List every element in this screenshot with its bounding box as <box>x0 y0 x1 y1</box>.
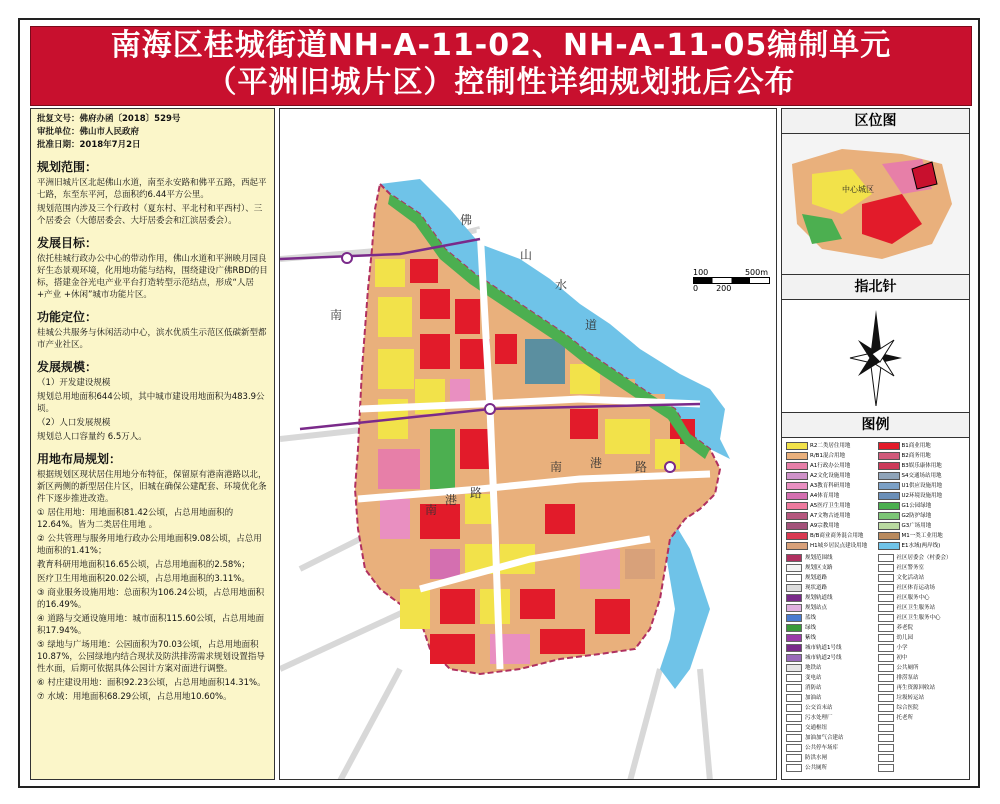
legend-symbol-item <box>786 684 874 692</box>
legend-symbol-item <box>878 724 966 732</box>
location-title: 区位图 <box>782 109 969 134</box>
metro-station <box>665 462 675 472</box>
scale-bar <box>693 268 770 293</box>
legend-label: A2文化设施用地 <box>810 472 851 479</box>
legend-label: A7文物古迹用地 <box>810 512 851 519</box>
metro-station <box>485 404 495 414</box>
legend-item <box>786 482 874 490</box>
legend-symbol-label: 文化活动站 <box>896 574 925 581</box>
legend-item <box>878 542 966 550</box>
legend-label: M1一类工业用地 <box>901 532 943 539</box>
legend-symbol-item <box>786 664 874 672</box>
legend-item <box>786 502 874 510</box>
legend-symbol-label: 公交首末站 <box>805 704 833 711</box>
legend-label: G1公园绿地 <box>901 502 932 509</box>
legend-symbol-label: 蓝线 <box>805 614 817 621</box>
legend-label: A5医疗卫生用地 <box>810 502 851 509</box>
legend-label: R2二类居住用地 <box>810 442 851 449</box>
legend-swatch <box>878 442 900 450</box>
legend-label: H1城乡居民点建设用地 <box>810 542 868 549</box>
legend-swatch <box>786 502 808 510</box>
legend-swatch <box>786 472 808 480</box>
legend-item <box>878 482 966 490</box>
info-sections <box>37 161 268 703</box>
road-label: 路 <box>470 486 483 500</box>
legend-symbol-label: 紫线 <box>805 634 817 641</box>
legend-symbol-item <box>786 764 874 772</box>
legend-symbol-icon <box>786 734 802 742</box>
legend-symbol-icon <box>786 574 802 582</box>
legend-symbol-item <box>878 754 966 762</box>
legend-symbol-item <box>878 764 966 772</box>
legend-symbol-item <box>878 674 966 682</box>
legend-symbol-label: 规划区支路 <box>805 564 833 571</box>
legend-item <box>786 472 874 480</box>
section-heading: 规划范围： <box>37 160 98 174</box>
legend-item <box>878 442 966 450</box>
approval-authority: 审批单位：佛山市人民政府 <box>37 127 140 137</box>
road-label: 南 <box>330 308 343 322</box>
legend-symbol-label: 托老所 <box>896 714 914 721</box>
legend-symbol-icon <box>878 554 894 562</box>
road-label: 港 <box>445 493 458 507</box>
legend-item <box>878 502 966 510</box>
legend-symbol-label: 垃圾转运站 <box>896 694 925 701</box>
road-label: 南 <box>425 503 438 517</box>
section-paragraph: 平洲旧城片区北起佛山水道，南至永安路和佛平五路，西起平七路，东至东平河，总面积约6.44平方公里。 <box>37 178 267 200</box>
legend-symbol-item <box>878 734 966 742</box>
legend-symbol-icon <box>878 694 894 702</box>
legend-symbol-item <box>878 654 966 662</box>
legend-symbol-icon <box>786 744 802 752</box>
section-paragraph: ④ 道路与交通设施用地：城市面积115.60公顷，占总用地面积17.94%。 <box>37 614 265 636</box>
legend-symbol-item <box>878 694 966 702</box>
section-paragraph: 教育科研用地面积16.65公顷，占总用地面积的2.58%； <box>37 560 250 570</box>
legend-symbol-icon <box>786 584 802 592</box>
legend-item <box>878 472 966 480</box>
section-paragraph: （1）开发建设规模 <box>37 378 111 388</box>
legend-symbol-icon <box>878 624 894 632</box>
legend-symbol-label: 幼儿园 <box>896 634 914 641</box>
legend-symbol-icon <box>786 754 802 762</box>
legend-symbol-item <box>786 694 874 702</box>
legend-item <box>878 522 966 530</box>
legend-land-use <box>786 442 965 550</box>
legend-symbol-item <box>878 614 966 622</box>
legend-symbol-item <box>786 594 874 602</box>
legend-symbol-label: 综合医院 <box>896 704 919 711</box>
legend-item <box>878 462 966 470</box>
legend-item <box>786 462 874 470</box>
legend-symbol-label: 现状道路 <box>805 584 828 591</box>
legend-symbol-label: 城市轨道1号线 <box>805 644 842 651</box>
legend-symbol-item <box>878 574 966 582</box>
legend-symbol-item <box>786 734 874 742</box>
legend-swatch <box>786 512 808 520</box>
river-label: 道 <box>585 318 598 332</box>
legend-label: A1行政办公用地 <box>810 462 851 469</box>
title-line-1: 南海区桂城街道NH-A-11-02、NH-A-11-05编制单元 <box>110 28 892 63</box>
legend-symbol-icon <box>786 724 802 732</box>
legend-symbol-icon <box>878 744 894 752</box>
legend-label: R/B1混合用地 <box>810 452 845 459</box>
legend-symbol-item <box>878 594 966 602</box>
legend-symbol-item <box>786 654 874 662</box>
section-heading: 发展规模： <box>37 360 98 374</box>
legend-symbol-label: 规划范围线 <box>805 554 833 561</box>
legend-swatch <box>878 502 900 510</box>
legend-symbol-icon <box>786 624 802 632</box>
legend-symbol-label: 公共厕所 <box>896 664 919 671</box>
section-heading: 用地布局规划： <box>37 452 122 466</box>
legend-item <box>878 532 966 540</box>
legend-symbol-icon <box>786 564 802 572</box>
legend-symbol-item <box>786 574 874 582</box>
legend-title: 图例 <box>782 412 969 438</box>
section-paragraph: （2）人口发展规模 <box>37 418 111 428</box>
legend-symbol-icon <box>786 594 802 602</box>
legend-item <box>786 452 874 460</box>
legend-item <box>786 532 874 540</box>
legend-label: G3广场用地 <box>901 522 932 529</box>
legend-symbol-label: 公共厕所 <box>805 764 828 771</box>
scale-label: 100 <box>693 268 709 277</box>
legend-symbol-icon <box>878 594 894 602</box>
legend-symbol-icon <box>878 644 894 652</box>
legend-symbol-label: 地铁站 <box>805 664 822 671</box>
legend-symbol-icon <box>786 704 802 712</box>
legend-symbol-item <box>878 664 966 672</box>
legend-item <box>786 512 874 520</box>
section-paragraph: 规划范围内涉及三个行政村（夏东村、平北村和平西村）、三个居委会（大德居委会、大圩居委会和江滨居委会）。 <box>37 204 263 226</box>
legend-swatch <box>878 492 900 500</box>
north-title: 指北针 <box>782 274 969 300</box>
legend-swatch <box>786 442 808 450</box>
scale-label: 200 <box>716 284 732 293</box>
map-svg <box>280 109 777 780</box>
legend-symbol-icon <box>878 584 894 592</box>
legend-item <box>786 542 874 550</box>
legend-symbol-icon <box>786 614 802 622</box>
legend-symbol-icon <box>878 574 894 582</box>
approval-date: 批准日期：2018年7月2日 <box>37 140 141 150</box>
legend-symbol-icon <box>878 724 894 732</box>
legend-symbol-label: 防洪水闸 <box>805 754 828 761</box>
legend-swatch <box>786 532 808 540</box>
legend-symbol-label: 初中 <box>896 654 908 661</box>
legend-symbols <box>786 554 965 772</box>
legend-symbol-item <box>786 754 874 762</box>
legend-symbol-icon <box>878 674 894 682</box>
legend-symbol-icon <box>878 654 894 662</box>
legend-swatch <box>786 482 808 490</box>
section-paragraph: ⑥ 村庄建设用地：面积92.23公顷，占总用地面积14.31%。 <box>37 678 266 688</box>
legend-symbol-icon <box>878 614 894 622</box>
legend-symbol-item <box>786 674 874 682</box>
legend-swatch <box>786 452 808 460</box>
legend-label: S4交通场站用地 <box>901 472 942 479</box>
right-panel <box>781 108 970 780</box>
legend-symbol-item <box>878 604 966 612</box>
legend-symbol-label: 公共停车场库 <box>805 744 839 751</box>
legend-label: B1商业用地 <box>901 442 931 449</box>
legend-label: B2商务用地 <box>901 452 931 459</box>
legend-symbol-item <box>878 554 966 562</box>
legend-symbol-icon <box>786 554 802 562</box>
legend-symbol-item <box>878 704 966 712</box>
legend-symbol-item <box>878 634 966 642</box>
legend-symbol-icon <box>878 734 894 742</box>
legend-symbol-item <box>786 644 874 652</box>
legend-symbol-label: 规划轨道线 <box>805 594 833 601</box>
legend-symbol-icon <box>786 664 802 672</box>
legend-symbol-icon <box>786 764 802 772</box>
legend-label: B3娱乐康体用地 <box>901 462 942 469</box>
legend-symbol-icon <box>878 564 894 572</box>
legend-swatch <box>878 542 900 550</box>
section-heading: 发展目标： <box>37 236 98 250</box>
legend-symbol-item <box>786 634 874 642</box>
section-paragraph: ③ 商业服务设施用地：总面积为106.24公顷，占总用地面积的16.49%。 <box>37 588 265 610</box>
legend-symbol-icon <box>786 674 802 682</box>
legend-symbol-item <box>786 714 874 722</box>
section-paragraph: 根据规划区现状居住用地分布特征，保留原有港南港路以北，新区两侧的新型居住片区，旧城在确保公建配套、环境优化条件下逐步推进改造。 <box>37 470 267 504</box>
legend-swatch <box>786 542 808 550</box>
legend-swatch <box>878 522 900 530</box>
legend-swatch <box>878 452 900 460</box>
legend-symbol-icon <box>878 664 894 672</box>
section-paragraph: 规划总用地面积644公顷，其中城市建设用地面积为483.9公顷。 <box>37 392 265 414</box>
legend-item <box>786 522 874 530</box>
legend-symbol-label: 社区体育运动场 <box>896 584 936 591</box>
legend-symbol-icon <box>878 764 894 772</box>
legend-symbol-icon <box>786 684 802 692</box>
scale-label: 500m <box>744 268 768 277</box>
legend-symbol-label: 社区卫生服务站 <box>896 604 936 611</box>
legend-symbol-item <box>878 714 966 722</box>
legend-symbol-label: 再生资源回收站 <box>896 684 936 691</box>
legend-swatch <box>786 522 808 530</box>
title-line-2: （平洲旧城片区）控制性详细规划批后公布 <box>206 65 796 100</box>
legend-swatch <box>786 462 808 470</box>
legend-label: U1供应设施用地 <box>901 482 943 489</box>
legend-symbol-label: 规划站点 <box>805 604 828 611</box>
road-label: 南 <box>550 460 563 474</box>
legend-symbol-icon <box>878 634 894 642</box>
legend-symbol-item <box>878 684 966 692</box>
legend-symbol-label: 污水处理厂 <box>805 714 833 721</box>
legend-symbol-label: 城市轨道2号线 <box>805 654 842 661</box>
legend-item <box>878 452 966 460</box>
legend-item <box>878 492 966 500</box>
legend-symbol-item <box>786 604 874 612</box>
scale-label: 0 <box>693 284 699 293</box>
legend-swatch <box>878 482 900 490</box>
legend-label: U2环境设施用地 <box>901 492 943 499</box>
legend-item <box>786 492 874 500</box>
legend-symbol-icon <box>878 604 894 612</box>
legend-symbol-icon <box>786 634 802 642</box>
legend-symbol-icon <box>786 644 802 652</box>
legend-symbol-item <box>786 744 874 752</box>
legend-symbol-item <box>786 724 874 732</box>
legend-symbol-item <box>786 624 874 632</box>
location-mini-map <box>782 134 969 274</box>
legend-swatch <box>786 492 808 500</box>
legend-symbol-label: 排涝泵站 <box>896 674 919 681</box>
legend-symbol-label: 养老院 <box>896 624 914 631</box>
legend-symbol-item <box>878 744 966 752</box>
mini-map-label: 中心城区 <box>842 185 874 194</box>
section-paragraph: 依托桂城行政办公中心的带动作用，佛山水道和平洲映月园良好生态景观环境，化用地功能与结构，围绕建设广佛RBD的目标，搭建金谷光电产业平台打造转型示范结点，形成“人居 +产业 +休闲”城市功能片区。 <box>37 254 268 300</box>
legend-symbol-label: 规划道路 <box>805 574 828 581</box>
legend-symbol-icon <box>786 654 802 662</box>
title-banner <box>30 26 972 106</box>
legend-symbol-label: 绿线 <box>805 624 817 631</box>
road-label: 港 <box>590 456 603 470</box>
legend-label: A3教育科研用地 <box>810 482 851 489</box>
legend-symbol-label: 社区居委会（村委会） <box>896 554 952 561</box>
legend-symbol-icon <box>878 754 894 762</box>
legend-symbol-item <box>878 644 966 652</box>
legend-label: G2防护绿地 <box>901 512 932 519</box>
legend-symbol-icon <box>878 704 894 712</box>
legend-symbol-item <box>786 564 874 572</box>
legend-swatch <box>878 532 900 540</box>
legend <box>782 438 969 776</box>
legend-item <box>878 512 966 520</box>
legend-symbol-item <box>878 564 966 572</box>
legend-symbol-item <box>786 614 874 622</box>
legend-symbol-icon <box>786 694 802 702</box>
legend-symbol-icon <box>786 604 802 612</box>
legend-symbol-icon <box>878 714 894 722</box>
approval-number: 批复文号：佛府办函〔2018〕529号 <box>37 114 181 124</box>
legend-symbol-label: 加油站 <box>805 694 822 701</box>
legend-symbol-item <box>878 624 966 632</box>
metro-station <box>342 253 352 263</box>
mini-map-svg <box>782 134 969 274</box>
river-label: 水 <box>555 278 568 292</box>
section-paragraph: 规划总人口容量约 6.5万人。 <box>37 432 147 442</box>
legend-symbol-item <box>878 584 966 592</box>
legend-symbol-item <box>786 554 874 562</box>
legend-symbol-label: 社区卫生服务中心 <box>896 614 941 621</box>
legend-symbol-label: 变电站 <box>805 674 822 681</box>
land-use-map[interactable] <box>279 108 777 780</box>
info-panel <box>30 108 275 780</box>
legend-symbol-label: 社区服务中心 <box>896 594 930 601</box>
section-paragraph: ① 居住用地：用地面积81.42公顷，占总用地面积的12.64%。皆为二类居住用地 。 <box>37 508 234 530</box>
river-label: 山 <box>520 248 533 262</box>
river-label: 佛 <box>460 213 473 227</box>
legend-swatch <box>878 472 900 480</box>
legend-symbol-label: 交通枢纽 <box>805 724 828 731</box>
legend-symbol-label: 加油加气合建站 <box>805 734 844 741</box>
section-paragraph: ⑤ 绿地与广场用地：公园面积为70.03公顷，占总用地面积10.87%，公园绿地内结合现状及防洪排涝需求规划设置指导性水面，后期可依据具体公园计方案对面进行调整。 <box>37 640 265 674</box>
legend-swatch <box>878 462 900 470</box>
legend-item <box>786 442 874 450</box>
north-arrow-icon <box>782 300 969 412</box>
legend-symbol-label: 社区警务室 <box>896 564 925 571</box>
legend-symbol-label: 小学 <box>896 644 908 651</box>
legend-swatch <box>878 512 900 520</box>
legend-symbol-item <box>786 704 874 712</box>
road-label: 路 <box>635 460 648 474</box>
section-paragraph: ⑦ 水域：用地面积68.29公顷，占总用地10.60%。 <box>37 692 232 702</box>
section-paragraph: 医疗卫生用地面积20.02公顷，占总用地面积的3.11%。 <box>37 574 250 584</box>
legend-label: A9宗教用地 <box>810 522 840 529</box>
legend-label: E1水域(两岸线) <box>901 542 941 549</box>
legend-symbol-item <box>786 584 874 592</box>
section-heading: 功能定位： <box>37 310 98 324</box>
legend-label: B/B商业商务混合用地 <box>810 532 864 539</box>
legend-label: A4体育用地 <box>810 492 840 499</box>
legend-symbol-label: 消防站 <box>805 684 822 691</box>
section-paragraph: 桂城公共服务与休闲活动中心，滨水优质生示范区低碳新型都市产业社区。 <box>37 328 267 350</box>
legend-symbol-icon <box>878 684 894 692</box>
legend-symbol-icon <box>786 714 802 722</box>
section-paragraph: ② 公共管理与服务用地行政办公用地面积9.08公顷，占总用地面积的1.41%； <box>37 534 262 556</box>
